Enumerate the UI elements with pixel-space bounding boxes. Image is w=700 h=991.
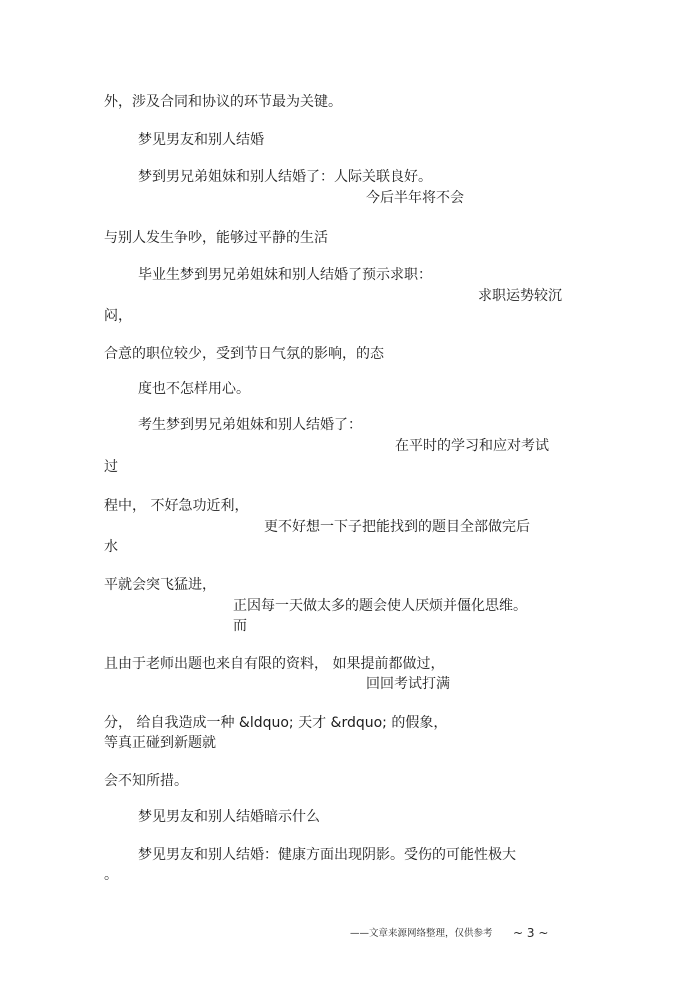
text-line-25: 梦见男友和别人结婚暗示什么 [138,809,320,825]
text-line-1: 外，涉及合同和协议的环节最为关键。 [104,94,342,110]
text-line-12: 在平时的学习和应对考试 [395,438,549,454]
text-line-23: 等真正碰到新题就 [104,735,216,751]
text-line-24: 会不知所措。 [104,773,188,789]
text-line-15: 更不好想一下子把能找到的题目全部做完后 [264,519,530,535]
footer-source-note: ——文章来源网络整理，仅供参考 [350,928,493,939]
text-line-16: 水 [104,539,118,555]
text-line-17: 平就会突飞猛进， [104,577,216,593]
text-line-6: 毕业生梦到男兄弟姐妹和别人结婚了预示求职： [138,267,432,283]
text-line-11: 考生梦到男兄弟姐妹和别人结婚了： [138,417,362,433]
page-number: ~ 3 ~ [513,926,549,940]
text-line-3: 梦到男兄弟姐妹和别人结婚了：人际关联良好。 [138,169,432,185]
text-line-5: 与别人发生争吵，能够过平静的生活 [104,230,328,246]
text-line-4: 今后半年将不会 [366,190,464,206]
text-line-18: 正因每一天做太多的题会使人厌烦并僵化思维。 [233,598,527,614]
text-line-13: 过 [104,459,118,475]
text-line-20: 且由于老师出题也来自有限的资料， 如果提前都做过， [104,656,445,672]
text-line-7: 求职运势较沉 [478,288,562,304]
text-line-14: 程中， 不好急功近利， [104,498,249,514]
text-line-10: 度也不怎样用心。 [138,381,250,397]
text-line-26: 梦见男友和别人结婚：健康方面出现阴影。受伤的可能性极大 [138,847,516,863]
text-line-9: 合意的职位较少，受到节日气氛的影响，的态 [104,346,384,362]
text-line-2: 梦见男友和别人结婚 [138,132,264,148]
text-line-21: 回回考试打满 [366,676,450,692]
text-line-22: 分， 给自我造成一种 &ldquo; 天才 &rdquo; 的假象， [104,715,448,731]
text-line-8: 闷， [104,308,132,324]
text-line-19: 而 [233,618,247,634]
text-line-27: 。 [104,867,118,883]
